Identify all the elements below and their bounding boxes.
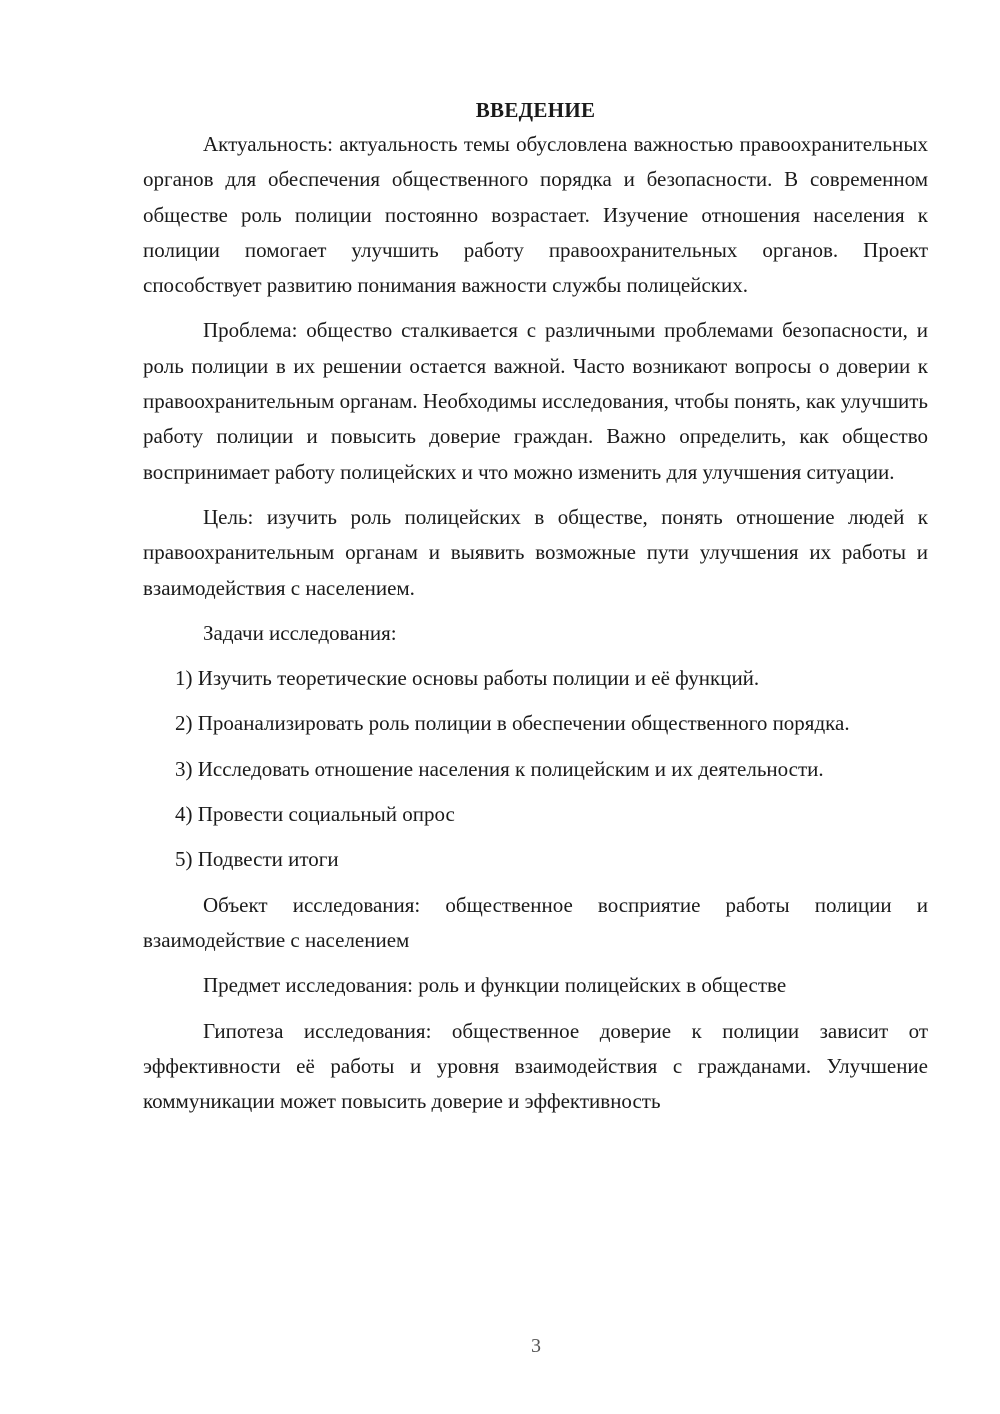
page-number: 3 <box>531 1335 541 1357</box>
subject-paragraph: Предмет исследования: роль и функции полицейских в обществе <box>203 973 787 998</box>
problem-paragraph: Проблема: общество сталкивается с различными проблемами безопасности, и роль полиции в их решении остается важной. Часто возникают вопросы о доверии к правоохранительным органам. Необходимы исследования, чтобы понять, как улучшить работу полиции и повысить доверие граждан. Важно определить, как общество воспринимает работу полицейских и что можно изменить для улучшения ситуации. <box>143 318 928 484</box>
task-item-2: 2) Проанализировать роль полиции в обеспечении общественного порядка. <box>175 711 850 736</box>
task-item-4: 4) Провести социальный опрос <box>175 802 455 827</box>
object-paragraph: Объект исследования: общественное восприятие работы полиции и взаимодействие с населением <box>143 892 928 952</box>
section-heading: ВВЕДЕНИЕ <box>475 98 596 122</box>
page-content <box>143 95 928 1129</box>
task-item-1: 1) Изучить теоретические основы работы полиции и её функций. <box>175 666 760 691</box>
goal-paragraph: Цель: изучить роль полицейских в обществе, понять отношение людей к правоохранительным органам и выявить возможные пути улучшения их работы и взаимодействия с населением. <box>143 504 928 600</box>
tasks-heading: Задачи исследования: <box>203 620 397 645</box>
task-item-3: 3) Исследовать отношение населения к полицейским и их деятельности. <box>175 756 824 781</box>
hypothesis-paragraph: Гипотеза исследования: общественное доверие к полиции зависит от эффективности её работы и уровня взаимодействия с гражданами. Улучшение коммуникации может повысить доверие и эффективность <box>143 1018 928 1114</box>
relevance-paragraph: Актуальность: актуальность темы обусловлена важностью правоохранительных органов для обеспечения общественного порядка и безопасности. В современном обществе роль полиции постоянно возрастает. Изучение отношения населения к полиции помогает улучшить работу правоохранительных органов. Проект способствует развитию понимания важности службы полицейских. <box>143 132 928 298</box>
task-item-5: 5) Подвести итоги <box>175 847 339 872</box>
